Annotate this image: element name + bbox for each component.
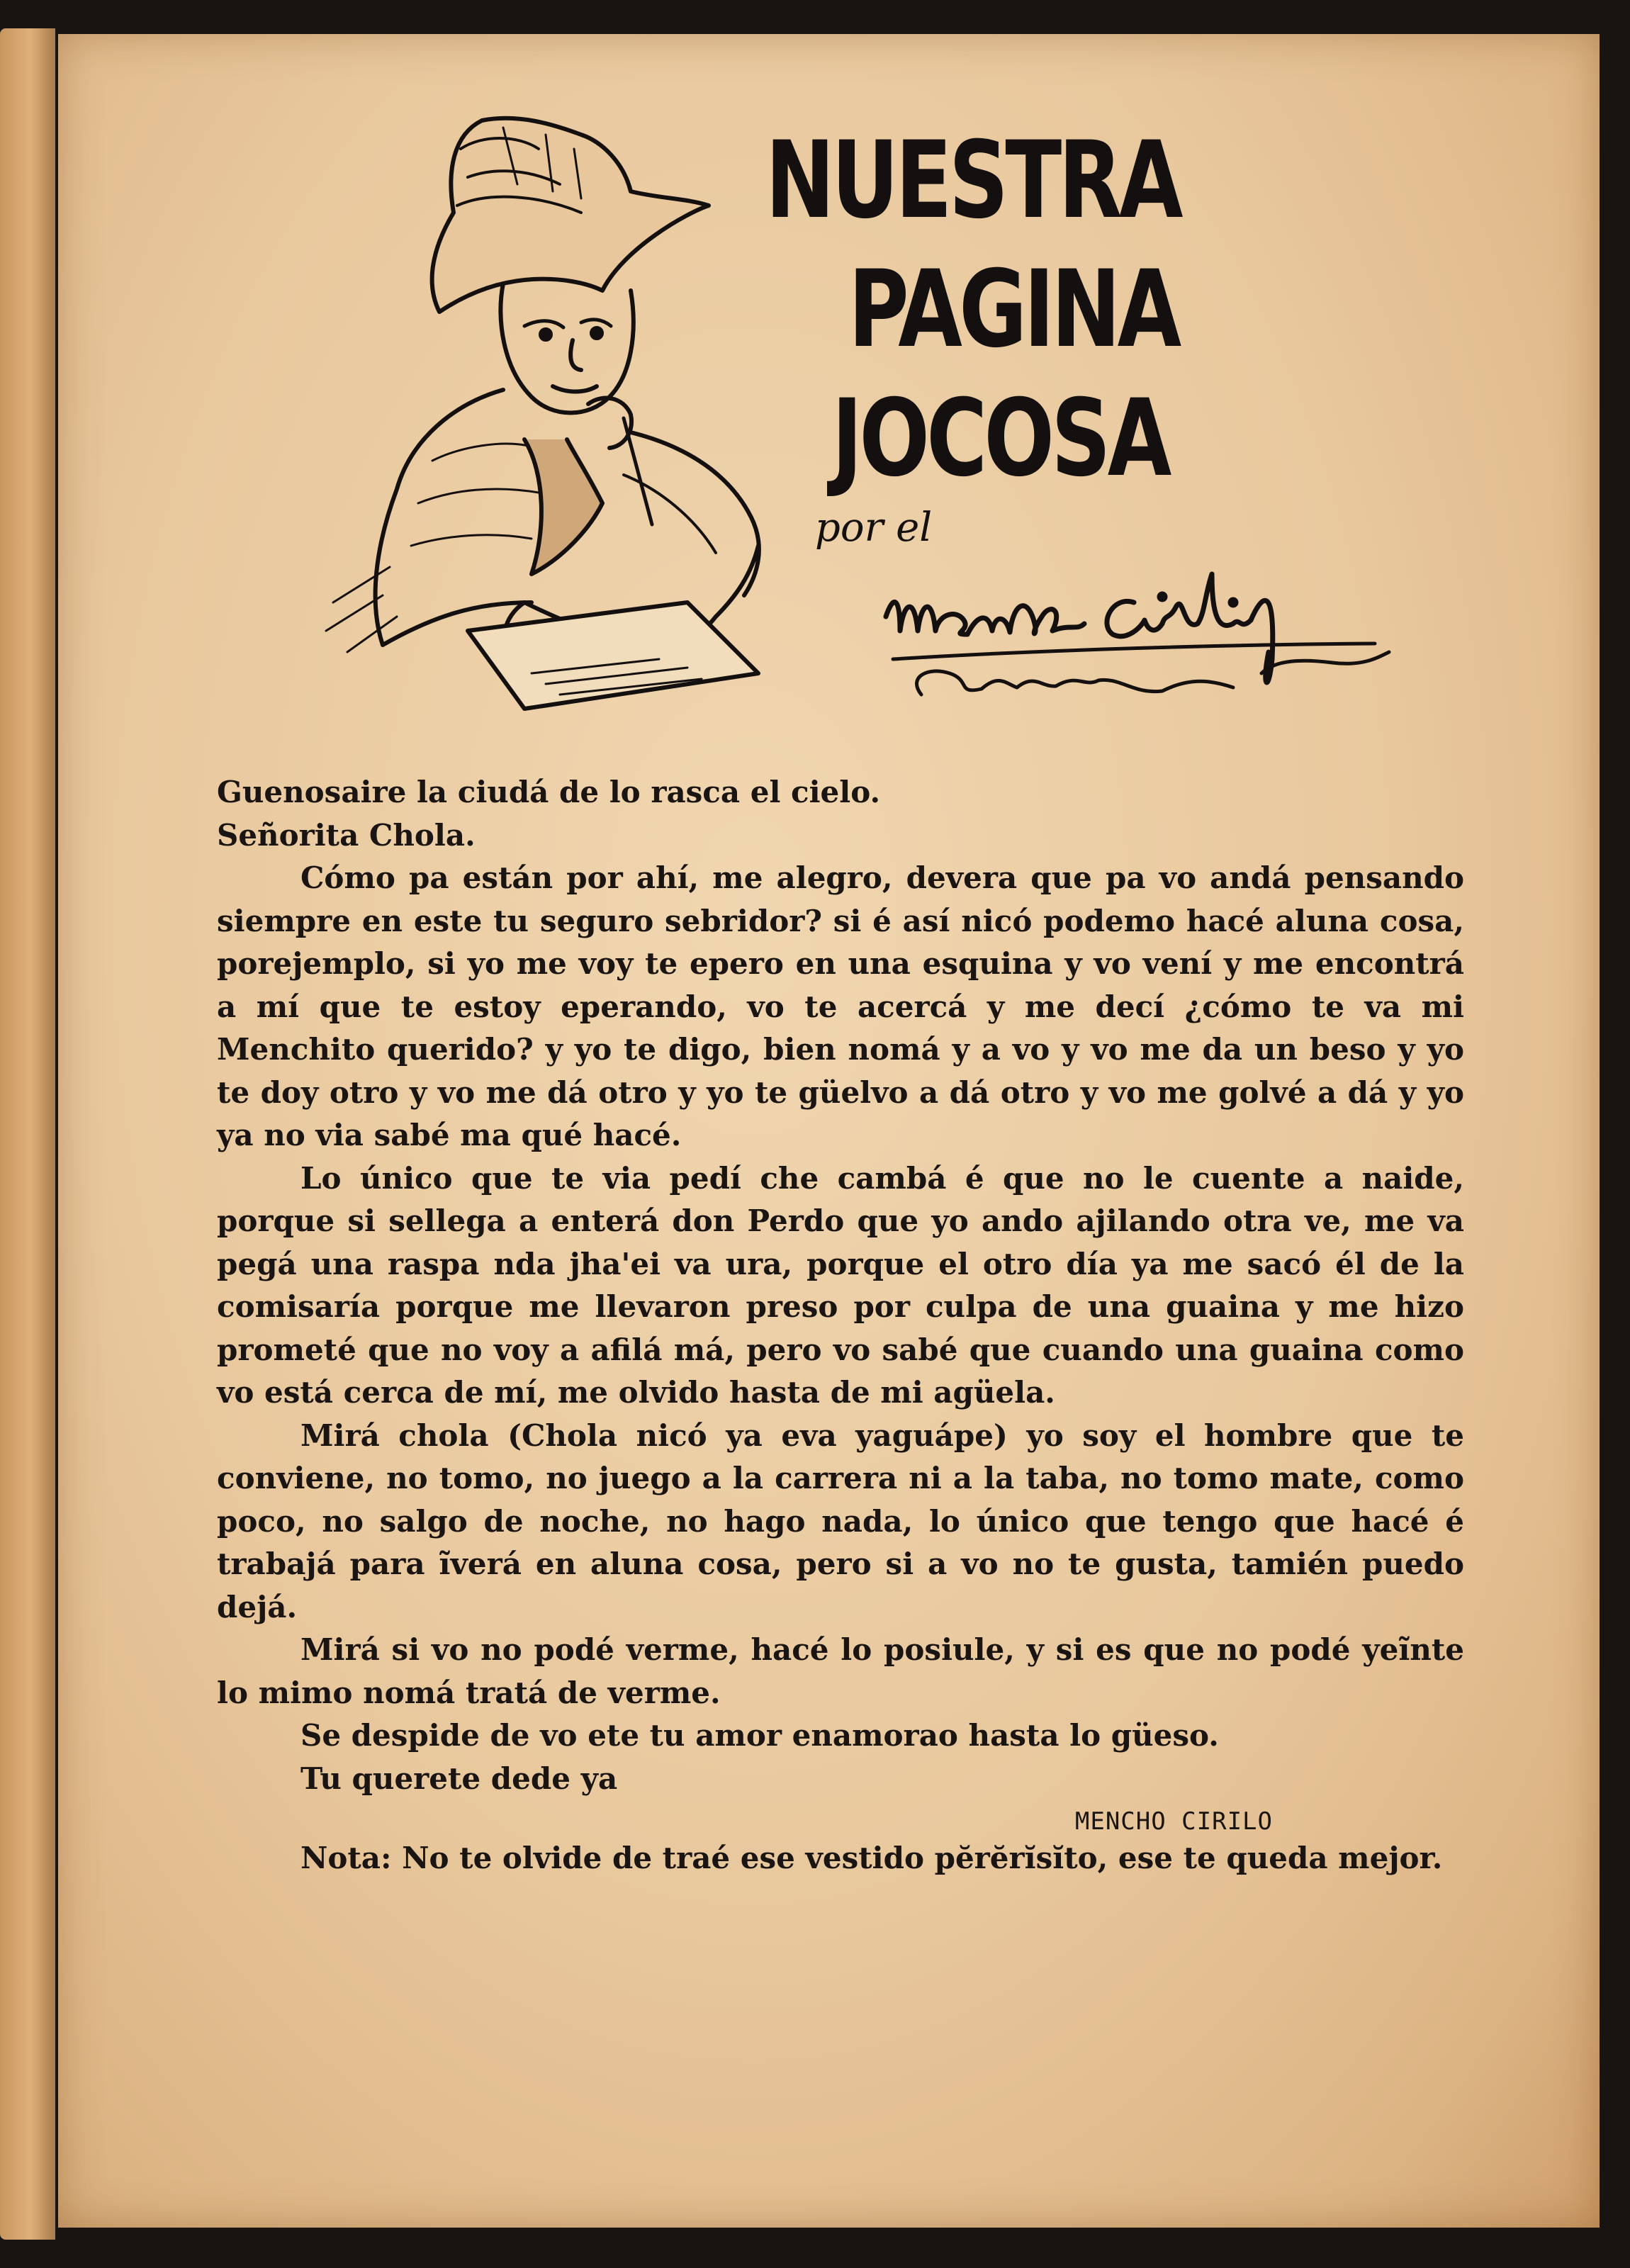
paragraph: Tu querete dede ya — [300, 1761, 618, 1796]
paragraph: Cómo pa están por ahí, me alegro, devera que pa vo andá pensando siempre en este tu seguro sebridor? si é así nicó podemo hacé aluna cosa, porejemplo, si yo me voy te epero en una esquina y vo vení y me encontrá a mí que te estoy eperando, vo te acercá y me decí ¿cómo te va mi Menchito querido? y yo te digo, bien nomá y a vo y vo me da un beso y yo te doy otro y vo me dá otro y yo te güelvo a dá otro y vo me golvé a dá y yo ya no via sabé ma qué hacé. — [217, 860, 1464, 1152]
paragraph: Lo único que te via pedí che cambá é que no le cuente a naide, porque si sellega a enterá don Perdo que yo ando ajilando otra ve, me va pegá una raspa nda jha'ei va ura, porque el otro día ya me sacó él de la comisaría porque me llevaron preso por culpa de una guaina y me hizo prometé que no voy a afilá má, pero vo sabé que cuando una guaina como vo está cerca de mí, me olvido hasta de mi agüela. — [217, 1160, 1464, 1410]
paragraph: Se despide de vo ete tu amor enamorao hasta lo güeso. — [300, 1718, 1219, 1753]
page-title — [765, 119, 1180, 515]
title-line-2: PAGINA — [848, 248, 1179, 371]
letter-signed-name: MENCHO CIRILO — [1074, 1807, 1273, 1836]
paragraph: Mirá si vo no podé verme, hacé lo posiule, y si es que no podé yeĩnte lo mimo nomá tratá de verme. — [217, 1632, 1464, 1710]
letter-note: Nota: No te olvide de traé ese vestido pĕrĕrĭsĭto, ese te queda mejor. — [300, 1841, 1443, 1875]
letter-body — [217, 771, 1464, 1880]
letter-salutation: Señorita Chola. — [217, 817, 476, 853]
letter-place-line: Guenosaire la ciudá de lo rasca el cielo. — [217, 775, 881, 809]
author-signature-image — [865, 553, 1403, 723]
boy-writing-letter-drawing — [291, 106, 801, 730]
paragraph: Mirá chola (Chola nicó ya eva yaguápe) yo soy el hombre que te conviene, no tomo, no juego a la carrera ni a la taba, no tomo mate, como poco, no salgo de noche, no hago nada, lo único que tengo que hacé é trabajá para ĩverá en aluna cosa, pero si a vo no te gusta, tamién puedo dejá. — [217, 1418, 1464, 1624]
title-line-1: NUESTRA — [765, 119, 1180, 242]
title-line-3: JOCOSA — [831, 377, 1169, 500]
byline: por el — [815, 505, 933, 551]
book-spine-edge — [0, 28, 55, 2240]
